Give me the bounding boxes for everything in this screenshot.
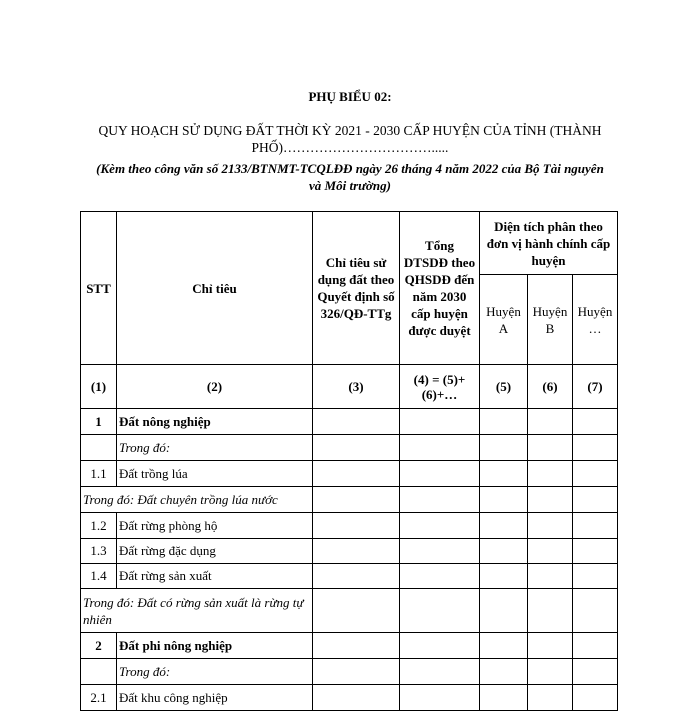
header-district-a: Huyện A <box>480 275 528 365</box>
value-cell <box>480 659 528 685</box>
index-cell: (2) <box>117 365 313 409</box>
row-label: Đất rừng phòng hộ <box>117 513 313 539</box>
header-indicator: Chỉ tiêu <box>117 212 313 365</box>
value-cell <box>528 589 573 633</box>
value-cell <box>480 539 528 564</box>
value-cell <box>573 564 618 589</box>
row-label: Đất nông nghiệp <box>117 409 313 435</box>
value-cell <box>313 685 400 711</box>
header-decision: Chỉ tiêu sử dụng đất theo Quyết định số 326/QĐ-TTg <box>313 212 400 365</box>
header-district-other: Huyện … <box>573 275 618 365</box>
value-cell <box>313 513 400 539</box>
row-label: Đất rừng sản xuất <box>117 564 313 589</box>
row-stt: 2.1 <box>81 685 117 711</box>
table-row <box>81 633 618 659</box>
row-stt: 1.4 <box>81 564 117 589</box>
value-cell <box>313 633 400 659</box>
value-cell <box>528 659 573 685</box>
document-title: QUY HOẠCH SỬ DỤNG ĐẤT THỜI KỲ 2021 - 2030 CẤP HUYỆN CỦA TỈNH (THÀNH PHỐ)……………………………..... <box>98 123 602 155</box>
header-area-group: Diện tích phân theo đơn vị hành chính cấp huyện <box>480 212 618 275</box>
table-row <box>81 589 618 633</box>
index-cell: (6) <box>528 365 573 409</box>
row-label: Đất khu công nghiệp <box>117 685 313 711</box>
value-cell <box>400 589 480 633</box>
value-cell <box>573 539 618 564</box>
land-use-table <box>80 211 618 711</box>
row-stt <box>81 435 117 461</box>
row-label: Đất rừng đặc dụng <box>117 539 313 564</box>
row-label: Đất phi nông nghiệp <box>117 633 313 659</box>
row-stt <box>81 659 117 685</box>
value-cell <box>313 487 400 513</box>
value-cell <box>313 539 400 564</box>
value-cell <box>528 633 573 659</box>
value-cell <box>573 589 618 633</box>
row-stt: 1.3 <box>81 539 117 564</box>
index-row <box>81 365 618 409</box>
value-cell <box>313 409 400 435</box>
value-cell <box>400 659 480 685</box>
row-stt: 1 <box>81 409 117 435</box>
value-cell <box>573 685 618 711</box>
row-stt: 1.2 <box>81 513 117 539</box>
header-district-b: Huyện B <box>528 275 573 365</box>
row-label: Đất trồng lúa <box>117 461 313 487</box>
table-row <box>81 435 618 461</box>
value-cell <box>313 461 400 487</box>
value-cell <box>480 409 528 435</box>
table-row <box>81 564 618 589</box>
value-cell <box>528 564 573 589</box>
value-cell <box>480 435 528 461</box>
value-cell <box>480 461 528 487</box>
document-note: (Kèm theo công văn số 2133/BTNMT-TCQLĐĐ ngày 26 tháng 4 năm 2022 của Bộ Tài nguyên và Môi trường) <box>96 161 604 193</box>
row-label: Trong đó: Đất chuyên trồng lúa nước <box>81 487 313 513</box>
value-cell <box>573 435 618 461</box>
value-cell <box>400 487 480 513</box>
value-cell <box>480 487 528 513</box>
row-label: Trong đó: <box>117 659 313 685</box>
index-cell: (1) <box>81 365 117 409</box>
table-row <box>81 685 618 711</box>
index-cell: (7) <box>573 365 618 409</box>
table-row <box>81 659 618 685</box>
value-cell <box>313 564 400 589</box>
value-cell <box>528 539 573 564</box>
header-total: Tổng DTSDĐ theo QHSDĐ đến năm 2030 cấp huyện được duyệt <box>400 212 480 365</box>
value-cell <box>400 513 480 539</box>
row-stt: 1.1 <box>81 461 117 487</box>
appendix-label: PHỤ BIỂU 02: <box>308 89 392 104</box>
value-cell <box>528 513 573 539</box>
table-row <box>81 539 618 564</box>
value-cell <box>400 461 480 487</box>
index-cell: (4) = (5)+(6)+… <box>400 365 480 409</box>
value-cell <box>573 633 618 659</box>
value-cell <box>480 685 528 711</box>
value-cell <box>313 435 400 461</box>
value-cell <box>528 409 573 435</box>
header-stt: STT <box>81 212 117 365</box>
index-cell: (3) <box>313 365 400 409</box>
table-body <box>81 365 618 711</box>
value-cell <box>400 539 480 564</box>
value-cell <box>400 564 480 589</box>
value-cell <box>400 409 480 435</box>
value-cell <box>573 461 618 487</box>
value-cell <box>573 659 618 685</box>
value-cell <box>528 461 573 487</box>
value-cell <box>313 659 400 685</box>
value-cell <box>400 685 480 711</box>
value-cell <box>573 513 618 539</box>
value-cell <box>313 589 400 633</box>
value-cell <box>480 633 528 659</box>
value-cell <box>480 513 528 539</box>
value-cell <box>528 435 573 461</box>
table-row <box>81 461 618 487</box>
value-cell <box>400 435 480 461</box>
value-cell <box>573 409 618 435</box>
value-cell <box>528 685 573 711</box>
row-label: Trong đó: Đất có rừng sản xuất là rừng tự nhiên <box>81 589 313 633</box>
value-cell <box>480 564 528 589</box>
table-row <box>81 487 618 513</box>
index-cell: (5) <box>480 365 528 409</box>
table-row <box>81 409 618 435</box>
table-row <box>81 513 618 539</box>
value-cell <box>573 487 618 513</box>
row-label: Trong đó: <box>117 435 313 461</box>
row-stt: 2 <box>81 633 117 659</box>
value-cell <box>480 589 528 633</box>
value-cell <box>400 633 480 659</box>
value-cell <box>528 487 573 513</box>
